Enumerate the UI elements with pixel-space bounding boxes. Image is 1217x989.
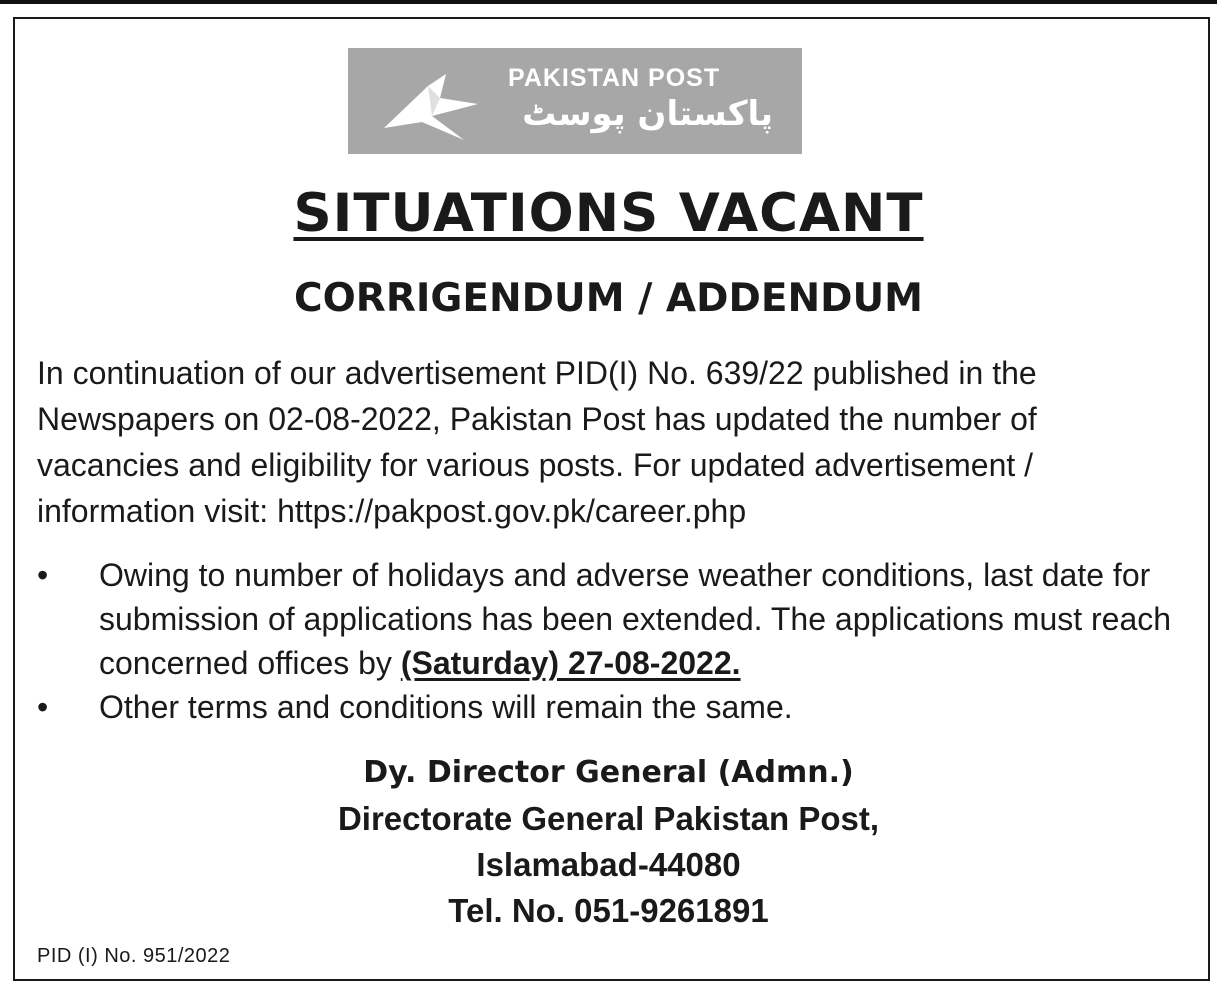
pakistan-post-bird-logo-icon [382, 70, 482, 142]
advertisement-reference: PID (I) No. 951/2022 [37, 945, 231, 967]
page-title-text: SITUATIONS VACANT [293, 183, 924, 244]
list-item [37, 553, 1187, 685]
logo-text-english: PAKISTAN POST [508, 64, 721, 92]
page-subtitle: CORRIGENDUM / ADDENDUM [294, 276, 923, 321]
signatory-phone: Tel. No. 051-9261891 [448, 892, 769, 929]
pakistan-post-logo [348, 48, 802, 154]
bullet-icon: • [37, 557, 49, 593]
notice-bullet-list [37, 553, 1187, 729]
intro-paragraph: In continuation of our advertisement PID(I) No. 639/22 published in the Newspapers on 02-08-2022, Pakistan Post has updated the number of vacancies and eligibility for various posts. For updated advertisement / information visit: https://pakpost.gov.pk/career.php [37, 355, 1037, 529]
signatory-office: Directorate General Pakistan Post, [337, 800, 880, 837]
signature-block [0, 750, 1217, 934]
signatory-city: Islamabad-44080 [476, 846, 741, 883]
bullet-text: Owing to number of holidays and adverse weather conditions, last date for submission of applications has been extended. The applications must reach concerned offices by [99, 557, 1172, 681]
logo-text-urdu: پاکستان پوسٹ [522, 94, 773, 134]
bullet-text: Other terms and conditions will remain the same. [99, 689, 793, 725]
bullet-icon: • [37, 689, 49, 725]
deadline-date: (Saturday) 27-08-2022. [400, 645, 741, 681]
signatory-title: Dy. Director General (Admn.) [363, 755, 854, 790]
page-title [0, 182, 1217, 246]
top-rule [0, 0, 1217, 4]
list-item [37, 685, 1187, 729]
